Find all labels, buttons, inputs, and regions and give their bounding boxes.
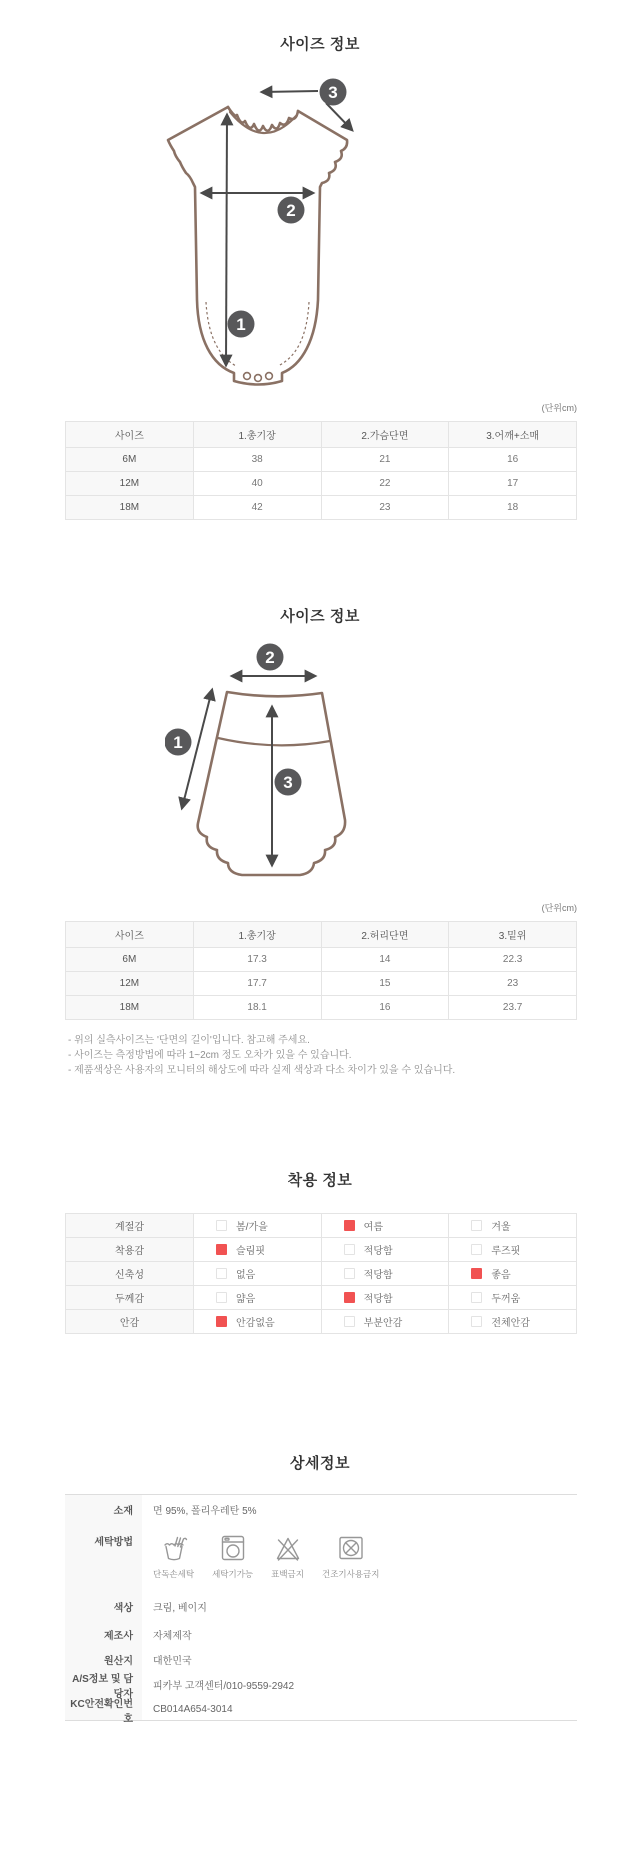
detail-value: 면 95%, 폴리우레탄 5% xyxy=(153,1505,257,1517)
fit-row-stretch xyxy=(66,1262,577,1286)
fit-row-lining xyxy=(66,1310,577,1334)
measure-badge-2 xyxy=(257,644,284,671)
detail-row-as xyxy=(65,1672,577,1700)
table-row xyxy=(66,972,577,996)
svg-text:3: 3 xyxy=(328,83,338,102)
value-cell: 42 xyxy=(193,496,321,520)
checkbox xyxy=(344,1316,355,1327)
note-line: - 사이즈는 측정방법에 따라 1~2cm 정도 오차가 있을 수 있습니다. xyxy=(68,1050,352,1061)
detail-value: 크림, 베이지 xyxy=(153,1602,207,1614)
fit-option-label: 두꺼움 xyxy=(491,1294,521,1305)
measure-badge-3 xyxy=(320,79,347,106)
detail-value: 대한민국 xyxy=(153,1656,192,1667)
fit-option xyxy=(449,1242,576,1257)
checkbox xyxy=(344,1292,355,1303)
checkbox xyxy=(344,1220,355,1231)
detail-row-material xyxy=(65,1495,577,1523)
fit-option-label: 적당함 xyxy=(363,1270,393,1281)
checkbox xyxy=(216,1244,227,1255)
machine-wash-icon xyxy=(217,1532,249,1564)
care-item-label: 건조기사용금지 xyxy=(321,1569,380,1579)
detail-label: 제조사 xyxy=(104,1630,133,1642)
detail-row-kc xyxy=(65,1697,577,1725)
value-cell: 22 xyxy=(321,472,449,496)
value-cell: 23 xyxy=(449,972,577,996)
fit-option-label: 안감없음 xyxy=(236,1318,275,1329)
note-line: - 위의 실측사이즈는 '단면의 길이'입니다. 참고해 주세요. xyxy=(68,1035,310,1046)
fit-option xyxy=(449,1314,576,1329)
detail-label: 소재 xyxy=(113,1505,133,1517)
table-row xyxy=(66,496,577,520)
header-length: 1.총기장 xyxy=(193,922,321,948)
detail-info-table xyxy=(65,1494,577,1725)
fit-option xyxy=(322,1242,449,1257)
unit-label-bottom: (단위cm) xyxy=(541,903,577,913)
measure-badge-2 xyxy=(278,197,305,224)
fit-row-label: 계절감 xyxy=(66,1214,194,1238)
value-cell: 18 xyxy=(449,496,577,520)
care-item-label: 세탁기가능 xyxy=(212,1569,254,1579)
checkbox xyxy=(216,1268,227,1279)
value-cell: 16 xyxy=(321,996,449,1020)
measure-badge-1 xyxy=(228,311,255,338)
fit-option-label: 슬림핏 xyxy=(236,1246,265,1257)
detail-label: 원산지 xyxy=(104,1656,133,1667)
header-rise: 3.밑위 xyxy=(449,922,577,948)
size-cell: 18M xyxy=(66,996,194,1020)
bodysuit-size-table xyxy=(65,421,577,520)
fit-option xyxy=(449,1266,576,1281)
fit-row-fit xyxy=(66,1238,577,1262)
fit-info-table xyxy=(65,1213,577,1334)
detail-label: 세탁방법 xyxy=(94,1537,133,1548)
table-row xyxy=(66,996,577,1020)
value-cell: 18.1 xyxy=(193,996,321,1020)
size-cell: 12M xyxy=(66,472,194,496)
fit-option xyxy=(194,1218,321,1233)
detail-row-color xyxy=(65,1591,577,1621)
size-cell: 18M xyxy=(66,496,194,520)
fit-option xyxy=(194,1266,321,1281)
fit-row-label: 두께감 xyxy=(66,1286,194,1310)
value-cell: 22.3 xyxy=(449,948,577,972)
value-cell: 23 xyxy=(321,496,449,520)
fit-option-label: 겨울 xyxy=(491,1222,511,1233)
header-length: 1.총기장 xyxy=(193,422,321,448)
no-bleach-icon xyxy=(272,1532,304,1564)
fit-option-label: 없음 xyxy=(236,1270,256,1281)
fit-option-label: 적당함 xyxy=(363,1246,393,1257)
value-cell: 23.7 xyxy=(449,996,577,1020)
fit-option xyxy=(322,1218,449,1233)
fit-option-label: 부분안감 xyxy=(363,1318,403,1329)
checkbox xyxy=(471,1220,482,1231)
fit-option-label: 전체안감 xyxy=(491,1318,530,1329)
fit-row-season xyxy=(66,1214,577,1238)
detail-label: KC안전확인번호 xyxy=(70,1698,133,1725)
header-size: 사이즈 xyxy=(66,922,194,948)
checkbox xyxy=(216,1292,227,1303)
table-row xyxy=(66,948,577,972)
value-cell: 17.7 xyxy=(193,972,321,996)
fit-option xyxy=(322,1266,449,1281)
fit-row-thickness xyxy=(66,1286,577,1310)
care-item xyxy=(322,1532,379,1580)
fit-option xyxy=(194,1242,321,1257)
size-cell: 6M xyxy=(66,448,194,472)
value-cell: 17.3 xyxy=(193,948,321,972)
detail-value: 피카부 고객센터/010-9559-2942 xyxy=(153,1681,295,1692)
care-item xyxy=(153,1532,194,1580)
checkbox xyxy=(471,1244,482,1255)
detail-label: 색상 xyxy=(113,1602,133,1614)
care-item xyxy=(271,1532,304,1580)
svg-text:2: 2 xyxy=(286,201,296,220)
value-cell: 17 xyxy=(449,472,577,496)
header-chest: 2.가슴단면 xyxy=(321,422,449,448)
bodysuit-outline xyxy=(168,107,347,385)
bodysuit-measurement-diagram xyxy=(150,55,470,390)
size-notes xyxy=(68,1033,455,1078)
fit-option xyxy=(194,1314,321,1329)
fit-option xyxy=(449,1218,576,1233)
checkbox xyxy=(471,1292,482,1303)
header-size: 사이즈 xyxy=(66,422,194,448)
table-row xyxy=(66,448,577,472)
value-cell: 15 xyxy=(321,972,449,996)
fit-option-label: 봄/가을 xyxy=(236,1222,268,1233)
measure-badge-3 xyxy=(275,769,302,796)
detail-value: 자체제작 xyxy=(153,1630,192,1642)
bloomers-measurement-diagram xyxy=(165,640,395,890)
bloomers-size-table xyxy=(65,921,577,1020)
value-cell: 40 xyxy=(193,472,321,496)
unit-label-top: (단위cm) xyxy=(541,403,577,413)
handwash-icon xyxy=(158,1532,190,1564)
fit-option-label: 적당함 xyxy=(363,1294,393,1305)
fit-option-label: 루즈핏 xyxy=(491,1246,521,1257)
care-icons xyxy=(153,1523,577,1580)
checkbox xyxy=(216,1220,227,1231)
fit-option xyxy=(322,1314,449,1329)
care-item-label: 단독손세탁 xyxy=(153,1569,195,1579)
fit-row-label: 착용감 xyxy=(66,1238,194,1262)
svg-text:3: 3 xyxy=(283,773,293,792)
svg-text:1: 1 xyxy=(173,733,183,752)
table-header-row xyxy=(66,422,577,448)
size-cell: 6M xyxy=(66,948,194,972)
value-cell: 21 xyxy=(321,448,449,472)
header-waist: 2.허리단면 xyxy=(321,922,449,948)
fit-option xyxy=(322,1290,449,1305)
svg-text:1: 1 xyxy=(236,315,246,334)
no-dryer-icon xyxy=(335,1532,367,1564)
snap-buttons xyxy=(244,373,273,382)
fit-option-label: 여름 xyxy=(363,1222,383,1233)
fit-info-title: 착용 정보 xyxy=(287,1172,353,1189)
size-info-title-top: 사이즈 정보 xyxy=(280,36,360,53)
size-cell: 12M xyxy=(66,972,194,996)
value-cell: 38 xyxy=(193,448,321,472)
fit-option-label: 얇음 xyxy=(236,1294,256,1305)
size-info-title-bottom: 사이즈 정보 xyxy=(280,608,360,625)
detail-label: A/S정보 및 담당자 xyxy=(72,1673,133,1700)
value-cell: 16 xyxy=(449,448,577,472)
detail-value: CB014A654-3014 xyxy=(153,1704,233,1715)
table-header-row xyxy=(66,922,577,948)
fit-row-label: 안감 xyxy=(66,1310,194,1334)
checkbox xyxy=(216,1316,227,1327)
checkbox xyxy=(344,1268,355,1279)
care-item-label: 표백금지 xyxy=(271,1569,304,1579)
header-shoulder-sleeve: 3.어깨+소매 xyxy=(449,422,577,448)
detail-row-wash xyxy=(65,1523,577,1591)
table-row xyxy=(66,472,577,496)
checkbox xyxy=(471,1268,482,1279)
detail-row-maker xyxy=(65,1621,577,1647)
value-cell: 14 xyxy=(321,948,449,972)
detail-row-origin xyxy=(65,1647,577,1672)
fit-option xyxy=(449,1290,576,1305)
fit-option-label: 좋음 xyxy=(491,1270,511,1281)
fit-row-label: 신축성 xyxy=(66,1262,194,1286)
fit-option xyxy=(194,1290,321,1305)
svg-text:2: 2 xyxy=(265,648,275,667)
checkbox xyxy=(344,1244,355,1255)
measure-badge-1 xyxy=(165,729,192,756)
care-item xyxy=(212,1532,253,1580)
detail-info-title: 상세정보 xyxy=(290,1455,350,1472)
note-line: - 제품색상은 사용자의 모니터의 해상도에 따라 실제 색상과 다소 차이가 있을 수 있습니다. xyxy=(68,1065,456,1076)
checkbox xyxy=(471,1316,482,1327)
